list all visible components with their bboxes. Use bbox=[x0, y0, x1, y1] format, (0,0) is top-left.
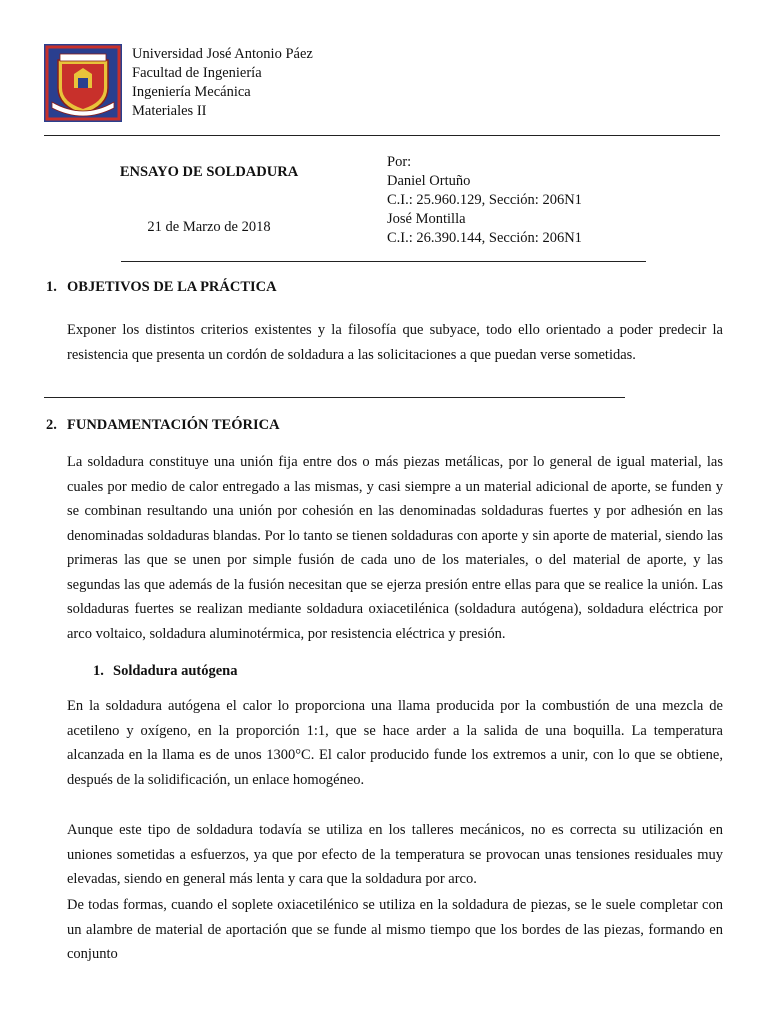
subsection-1-paragraph-2: Aunque este tipo de soldadura todavía se utiliza en los talleres mecánicos, no es correcta su utilización en uniones sometidas a esfuerzos, ya que por efecto de la temperatura se provocan unas tensiones residuales muy elevadas, siendo en general más lenta y cara que la soldadura por arco. bbox=[67, 822, 723, 887]
author-2-name: José Montilla bbox=[387, 211, 466, 227]
university-logo bbox=[44, 44, 122, 122]
cover-divider bbox=[121, 261, 646, 262]
header-divider bbox=[44, 135, 720, 136]
author-1-id: C.I.: 25.960.129, Sección: 206N1 bbox=[387, 192, 582, 208]
author-1-name: Daniel Ortuño bbox=[387, 173, 471, 189]
section-1-paragraph: Exponer los distintos criterios existentes y la filosofía que subyace, todo ello orientado a poder predecir la resistencia que presenta un cordón de soldadura a las solicitaciones a que puedan verse sometidas. bbox=[67, 322, 723, 363]
subsection-1-title: Soldadura autógena bbox=[113, 663, 238, 679]
section-1-title: OBJETIVOS DE LA PRÁCTICA bbox=[67, 279, 277, 295]
section-2-number: 2. bbox=[46, 417, 57, 433]
header-course: Materiales II bbox=[132, 103, 207, 119]
document-title: ENSAYO DE SOLDADURA bbox=[119, 164, 299, 180]
subsection-1-paragraph-1: En la soldadura autógena el calor lo proporciona una llama producida por la combustión de una mezcla de acetileno y oxígeno, en la proporción 1:1, que se hace arder a la salida de una boquilla. La temperatura alcanzada en la llama es de unos 1300°C. El calor producido funde los extremos a unir, con lo que se obtiene, después de la solidificación, un enlace homogéneo. bbox=[67, 698, 723, 788]
header-school: Ingeniería Mecánica bbox=[132, 84, 251, 100]
section-1-number: 1. bbox=[46, 279, 57, 295]
section-2-paragraph: La soldadura constituye una unión fija entre dos o más piezas metálicas, por lo general de igual material, las cuales por medio de calor entregado a las mismas, y casi siempre a un material adicional de aporte, se funden y se combinan resultando una unión por cohesión en las denominadas soldaduras fuertes y por adhesión en las denominadas soldaduras blandas. Por lo tanto se tienen soldaduras con aporte y sin aporte de material, siendo las primeras las que se unen por simple fusión de cada uno de los materiales, o del material de aporte, y las segundas las que además de la fusión necesitan que se ejerza presión entre ellas para que se realice la unión. Las soldaduras fuertes se realizan mediante soldadura oxiacetilénica (soldadura autógena), soldadura eléctrica por arco voltaico, soldadura aluminotérmica, por resistencia eléctrica y presión. bbox=[67, 454, 723, 642]
header-faculty: Facultad de Ingeniería bbox=[132, 65, 262, 81]
subsection-1-number: 1. bbox=[93, 663, 104, 679]
author-2-id: C.I.: 26.390.144, Sección: 206N1 bbox=[387, 230, 582, 246]
section-2-title: FUNDAMENTACIÓN TEÓRICA bbox=[67, 417, 280, 433]
university-shield-icon bbox=[44, 44, 122, 122]
section-divider bbox=[44, 397, 625, 398]
authors-label: Por: bbox=[387, 154, 412, 170]
header-university: Universidad José Antonio Páez bbox=[132, 46, 313, 62]
subsection-1-paragraph-3: De todas formas, cuando el soplete oxiacetilénico se utiliza en la soldadura de piezas, se le suele completar con un alambre de material de aportación que se funde al mismo tiempo que los bordes de las piezas, formando en conjunto bbox=[67, 897, 723, 962]
document-date: 21 de Marzo de 2018 bbox=[147, 219, 271, 235]
